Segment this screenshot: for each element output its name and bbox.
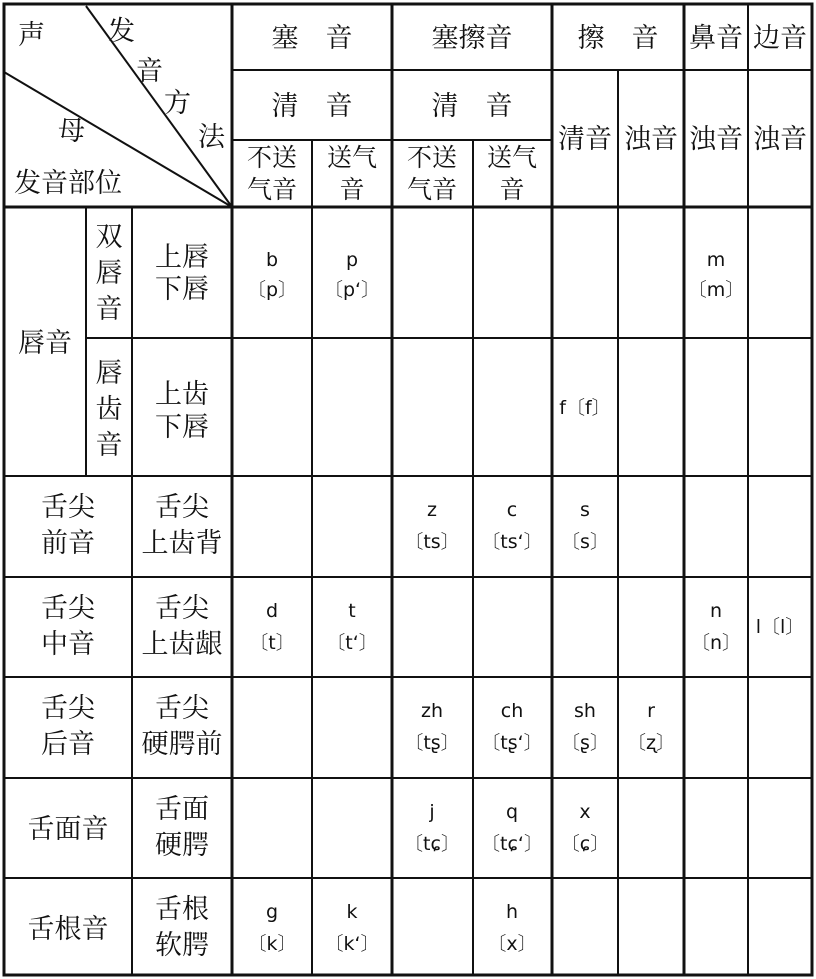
cell-ipa: 〔ɕ〕	[560, 833, 610, 855]
cell-pinyin: zh	[420, 700, 444, 722]
cell-ipa: 〔s〕	[561, 531, 609, 553]
row-place-velar: 舌根	[155, 894, 209, 925]
row-place-labiodental: 上齿	[155, 379, 209, 410]
row-name-retroflex: 舌尖	[41, 693, 95, 724]
row-name-alveolar: 舌尖	[41, 593, 95, 624]
header-unaspirated: 气音	[246, 175, 298, 204]
row-place-retroflex: 舌尖	[155, 693, 209, 724]
cell-pinyin: k	[346, 901, 358, 923]
corner-place-label: 发音部位	[14, 168, 122, 199]
cell-pinyin: b	[265, 249, 279, 271]
cell-pinyin: j	[429, 801, 435, 823]
cell-ipa: 〔x〕	[487, 933, 537, 955]
corner-method-word: 发	[108, 16, 135, 47]
header-lateral: 边音	[753, 23, 807, 54]
cell-pinyin: t	[348, 600, 356, 622]
header-lateral-voiced: 浊音	[753, 124, 807, 155]
header-aspirated: 送气	[326, 143, 378, 172]
cell-ipa: 〔tɕ〕	[404, 833, 460, 855]
cell-pinyin: d	[265, 600, 279, 622]
cell-ipa: 〔k‘〕	[324, 933, 380, 955]
header-voiceless-stop: 清 音	[271, 91, 353, 122]
corner-top-word: 母	[58, 116, 85, 147]
manner-header	[247, 23, 807, 204]
place-labels	[18, 222, 223, 961]
row-place-labiodental: 下唇	[155, 412, 209, 443]
cell-pinyin: ch	[500, 700, 524, 722]
corner-method-word: 方	[164, 88, 191, 119]
cell-ipa: 〔n〕	[690, 632, 742, 654]
cell-pinyin: h	[505, 901, 519, 923]
cell-initial: l〔l〕	[755, 616, 805, 638]
row-name-bilabial: 双	[95, 222, 123, 253]
row-place-palatal: 硬腭	[155, 830, 209, 861]
row-name-dental: 舌尖	[41, 492, 95, 523]
corner-method-word: 法	[198, 122, 225, 153]
cell-ipa: 〔t〕	[249, 632, 295, 654]
row-place-dental: 舌尖	[155, 492, 209, 523]
cell-pinyin: q	[505, 801, 519, 823]
header-fricative: 擦 音	[577, 23, 659, 54]
cell-ipa: 〔tʂ‘〕	[481, 732, 543, 754]
header-nasal: 鼻音	[689, 23, 743, 54]
cell-ipa: 〔tɕ‘〕	[481, 833, 543, 855]
header-nasal-voiced: 浊音	[689, 124, 743, 155]
cell-ipa: 〔p‘〕	[323, 279, 381, 301]
header-stop: 塞 音	[271, 23, 353, 54]
row-place-dental: 上齿背	[141, 528, 223, 559]
cell-pinyin: c	[506, 499, 518, 521]
header-aspirated: 音	[339, 175, 365, 204]
header-affricate: 塞擦音	[431, 23, 513, 54]
row-name-bilabial: 音	[95, 294, 123, 325]
header-aspirated: 送气	[486, 143, 538, 172]
header-unaspirated: 不送	[406, 143, 458, 172]
cell-pinyin: s	[580, 499, 590, 521]
row-place-velar: 软腭	[155, 930, 209, 961]
row-name-bilabial: 唇	[95, 258, 123, 289]
cell-ipa: 〔t‘〕	[326, 632, 378, 654]
cell-pinyin: sh	[574, 700, 596, 722]
row-name-palatal: 舌面音	[27, 814, 109, 845]
header-aspirated: 音	[499, 175, 525, 204]
row-name-labiodental: 音	[95, 430, 123, 461]
cell-ipa: 〔m〕	[687, 279, 745, 301]
cell-pinyin: g	[265, 901, 279, 923]
initial-cells	[247, 249, 804, 955]
cell-pinyin: r	[647, 700, 655, 722]
row-place-bilabial: 下唇	[155, 274, 209, 305]
cell-ipa: 〔ʐ〕	[627, 732, 675, 754]
row-name-dental: 前音	[41, 528, 95, 559]
cell-ipa: 〔k〕	[247, 933, 297, 955]
cell-pinyin: x	[579, 801, 591, 823]
cell-pinyin: n	[709, 600, 723, 622]
header-unaspirated: 气音	[406, 175, 458, 204]
cell-ipa: 〔p〕	[246, 279, 298, 301]
cell-ipa: 〔ts‘〕	[481, 531, 543, 553]
row-place-retroflex: 硬腭前	[141, 729, 223, 760]
row-place-palatal: 舌面	[155, 794, 209, 825]
header-unaspirated: 不送	[246, 143, 298, 172]
cell-pinyin: m	[706, 249, 726, 271]
header-fricative-voiced: 浊音	[624, 124, 678, 155]
header-voiceless-affricate: 清 音	[431, 91, 513, 122]
row-name-labiodental: 唇	[95, 358, 123, 389]
corner-method-word: 音	[136, 56, 163, 87]
cell-ipa: 〔ʂ〕	[561, 732, 609, 754]
row-place-alveolar: 上齿龈	[141, 629, 223, 660]
row-label-labial: 唇音	[18, 328, 72, 359]
row-name-labiodental: 齿	[95, 394, 123, 425]
corner-header	[14, 16, 226, 199]
cell-ipa: 〔ts〕	[404, 531, 460, 553]
row-place-bilabial: 上唇	[155, 242, 209, 273]
row-name-alveolar: 中音	[41, 629, 95, 660]
corner-top-word: 声	[18, 20, 45, 51]
cell-pinyin: p	[345, 249, 359, 271]
header-fricative-voiceless: 清音	[558, 124, 612, 155]
row-name-velar: 舌根音	[27, 914, 109, 945]
cell-pinyin: z	[427, 499, 437, 521]
cell-ipa: 〔tʂ〕	[404, 732, 460, 754]
cell-initial: f〔f〕	[559, 397, 611, 419]
row-place-alveolar: 舌尖	[155, 593, 209, 624]
row-name-retroflex: 后音	[41, 729, 95, 760]
